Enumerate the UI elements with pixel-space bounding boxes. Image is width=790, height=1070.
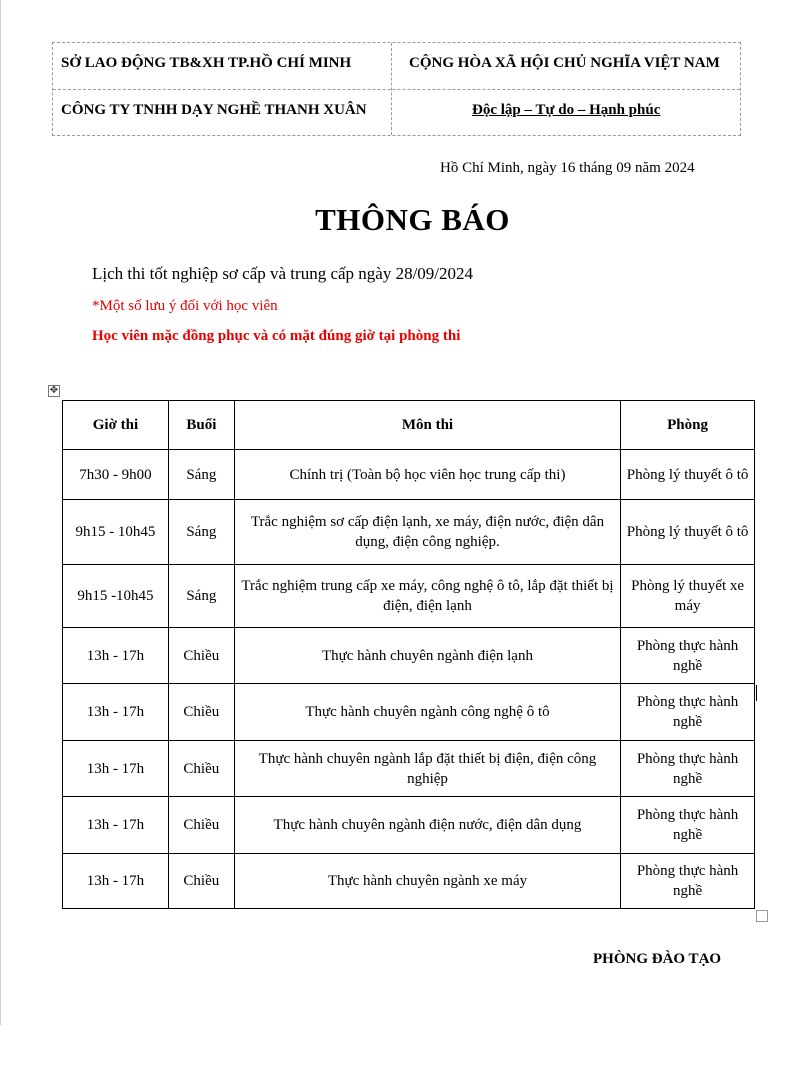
time-cell: 13h - 17h xyxy=(63,628,169,684)
room-cell: Phòng thực hành nghề xyxy=(621,854,755,909)
room-cell: Phòng lý thuyết xe máy xyxy=(621,565,755,628)
header-divider-horizontal xyxy=(53,89,740,90)
session-cell: Chiều xyxy=(168,684,234,741)
session-cell: Chiều xyxy=(168,854,234,909)
table-row xyxy=(63,684,755,741)
room-cell: Phòng thực hành nghề xyxy=(621,741,755,797)
table-row xyxy=(63,628,755,684)
time-cell: 13h - 17h xyxy=(63,854,169,909)
time-cell: 13h - 17h xyxy=(63,741,169,797)
motto: Độc lập – Tự do – Hạnh phúc xyxy=(472,102,661,118)
time-cell: 9h15 -10h45 xyxy=(63,565,169,628)
resize-icon[interactable] xyxy=(756,910,768,922)
header-table xyxy=(52,42,741,136)
subject-cell: Thực hành chuyên ngành điện lạnh xyxy=(234,628,620,684)
session-cell: Sáng xyxy=(168,450,234,500)
time-cell: 13h - 17h xyxy=(63,684,169,741)
session-cell: Sáng xyxy=(168,500,234,565)
table-row xyxy=(63,741,755,797)
note-heading: *Một số lưu ý đối với học viên xyxy=(92,298,278,314)
agency-name: SỞ LAO ĐỘNG TB&XH TP.HỒ CHÍ MINH xyxy=(61,55,352,71)
subject-cell: Trắc nghiệm sơ cấp điện lạnh, xe máy, điện nước, điện dân dụng, điện công nghiệp. xyxy=(234,500,620,565)
room-cell: Phòng thực hành nghề xyxy=(621,628,755,684)
room-cell: Phòng lý thuyết ô tô xyxy=(621,450,755,500)
session-cell: Sáng xyxy=(168,565,234,628)
header-subject: Môn thi xyxy=(234,401,620,450)
signature-department: PHÒNG ĐÀO TẠO xyxy=(593,951,722,967)
date-line: Hồ Chí Minh, ngày 16 tháng 09 năm 2024 xyxy=(440,160,695,176)
table-row xyxy=(63,500,755,565)
company-name: CÔNG TY TNHH DẠY NGHỀ THANH XUÂN xyxy=(61,102,367,118)
subject-cell: Thực hành chuyên ngành lắp đặt thiết bị điện, điện công nghiệp xyxy=(234,741,620,797)
session-cell: Chiều xyxy=(168,741,234,797)
document-subtitle: Lịch thi tốt nghiệp sơ cấp và trung cấp ngày 28/09/2024 xyxy=(92,264,474,283)
subject-cell: Trắc nghiệm trung cấp xe máy, công nghệ ô tô, lắp đặt thiết bị điện, điện lạnh xyxy=(234,565,620,628)
header-session: Buổi xyxy=(168,401,234,450)
table-row xyxy=(63,450,755,500)
room-cell: Phòng thực hành nghề xyxy=(621,797,755,854)
document-title: THÔNG BÁO xyxy=(315,202,510,237)
table-row xyxy=(63,854,755,909)
session-cell: Chiều xyxy=(168,628,234,684)
room-cell: Phòng thực hành nghề xyxy=(621,684,755,741)
table-row xyxy=(63,797,755,854)
subject-cell: Chính trị (Toàn bộ học viên học trung cấp thi) xyxy=(234,450,620,500)
schedule-table xyxy=(62,400,755,909)
time-cell: 7h30 - 9h00 xyxy=(63,450,169,500)
time-cell: 13h - 17h xyxy=(63,797,169,854)
note-uniform: Học viên mặc đồng phục và có mặt đúng giờ tại phòng thi xyxy=(92,328,461,344)
move-icon[interactable]: ✥ xyxy=(49,385,59,396)
subject-cell: Thực hành chuyên ngành xe máy xyxy=(234,854,620,909)
subject-cell: Thực hành chuyên ngành công nghệ ô tô xyxy=(234,684,620,741)
table-row xyxy=(63,565,755,628)
page-edge xyxy=(0,0,1,1025)
subject-cell: Thực hành chuyên ngành điện nước, điện dân dụng xyxy=(234,797,620,854)
header-time: Giờ thi xyxy=(63,401,169,450)
time-cell: 9h15 - 10h45 xyxy=(63,500,169,565)
header-room: Phòng xyxy=(621,401,755,450)
text-cursor xyxy=(756,685,757,701)
session-cell: Chiều xyxy=(168,797,234,854)
room-cell: Phòng lý thuyết ô tô xyxy=(621,500,755,565)
republic-name: CỘNG HÒA XÃ HỘI CHỦ NGHĨA VIỆT NAM xyxy=(409,55,720,71)
table-header-row xyxy=(63,401,755,450)
